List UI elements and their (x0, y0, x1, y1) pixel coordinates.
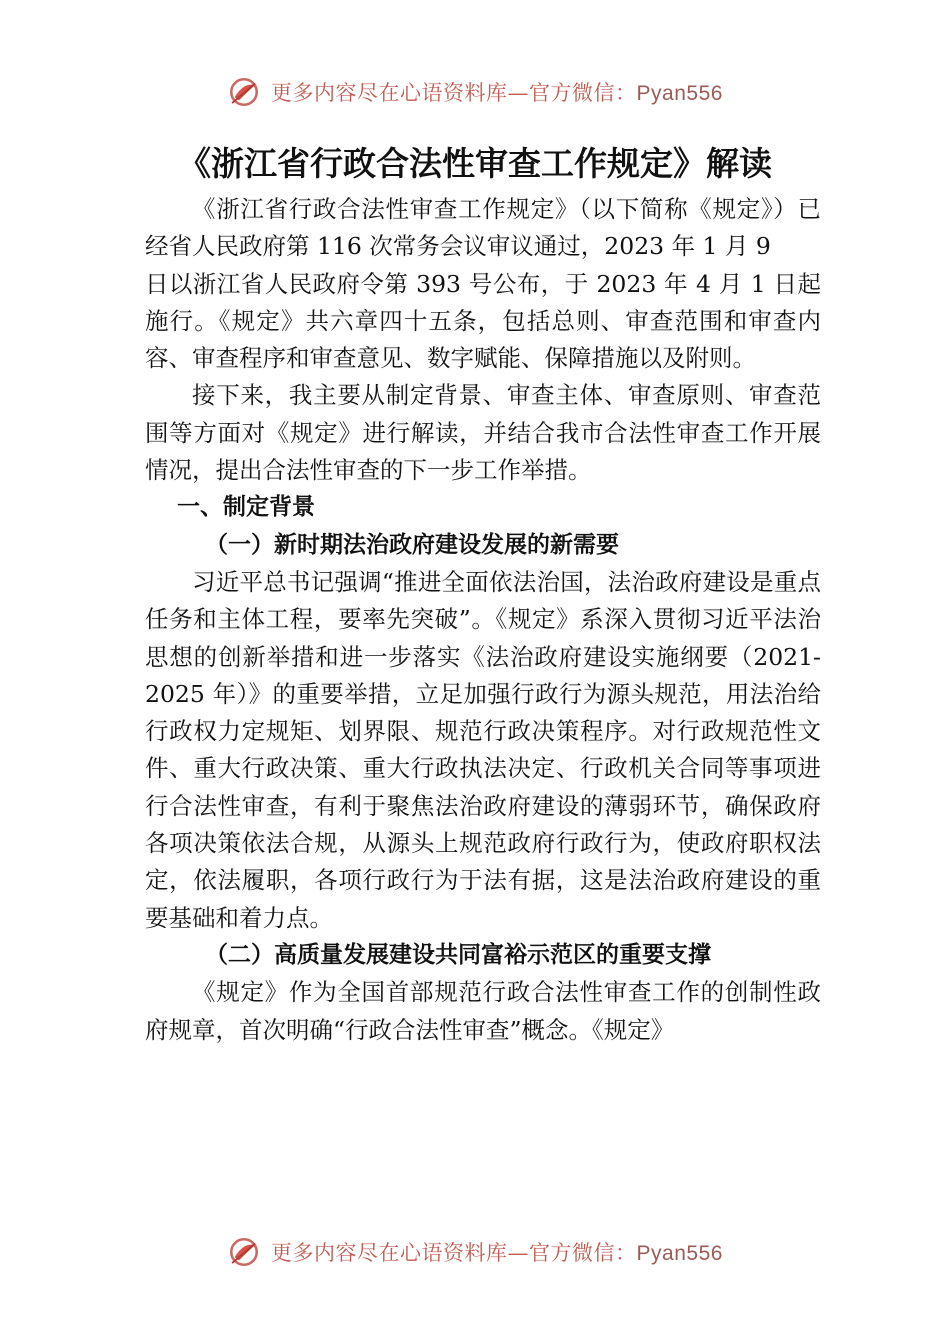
page-title: 《浙江省行政合法性审查工作规定》解读 (178, 144, 772, 183)
banner-wechat: Pyan556 (636, 1242, 723, 1265)
paragraph-body-1: 习近平总书记强调“推进全面依法治国，法治政府建设是重点任务和主体工程，要率先突破”。《规定》系深入贯彻习近平法治思想的创新举措和进一步落实《法治政府建设实施纲要（2021-2025 年）》的重要举措，立足加强行政行为源头规范，用法治给行政权力定规矩、划界限、规范行政决策程序。对行政规范性文件、重大行政决策、重大行政执法决定、行政机关合同等事项进行合法性审查，有利于聚焦法治政府建设的薄弱环节，确保政府各项决策依法合规，从源头上规范政府行政行为，使政府职权法定，依法履职，各项行政行为于法有据，这是法治政府建设的重要基础和着力点。 (145, 567, 821, 932)
section-heading-1: 一、制定背景 (177, 494, 315, 521)
paragraph-intro-1: 《浙江省行政合法性审查工作规定》（以下简称《规定》）已经省人民政府第 116 次常务会议审议通过，2023 年 1 月 9 (145, 195, 821, 261)
subsection-heading-2: （二）高质量发展建设共同富裕示范区的重要支撑 (205, 941, 711, 968)
logo-icon (227, 1235, 261, 1269)
banner-text: 更多内容尽在心语资料库—官方微信： (271, 1241, 637, 1265)
subsection-heading-1: （一）新时期法治政府建设发展的新需要 (205, 531, 619, 558)
banner-wechat: Pyan556 (636, 82, 723, 105)
banner-text: 更多内容尽在心语资料库—官方微信： (271, 81, 637, 105)
paragraph-body-2: 《规定》作为全国首部规范行政合法性审查工作的创制性政府规章，首次明确“行政合法性审查”概念。《规定》 (145, 978, 821, 1044)
paragraph-intro-3: 接下来，我主要从制定背景、审查主体、审查原则、审查范围等方面对《规定》进行解读，并结合我市合法性审查工作开展情况，提出合法性审查的下一步工作举措。 (145, 381, 821, 485)
watermark-banner-bottom (0, 1230, 950, 1274)
paragraph-intro-2: 日以浙江省人民政府令第 393 号公布，于 2023 年 4 月 1 日起施行。《规定》共六章四十五条，包括总则、审查范围和审查内容、审查程序和审查意见、数字赋能、保障措施以及附则。 (145, 269, 821, 373)
logo-icon (227, 75, 261, 109)
document-body (145, 191, 821, 1049)
watermark-banner-top (0, 70, 950, 114)
